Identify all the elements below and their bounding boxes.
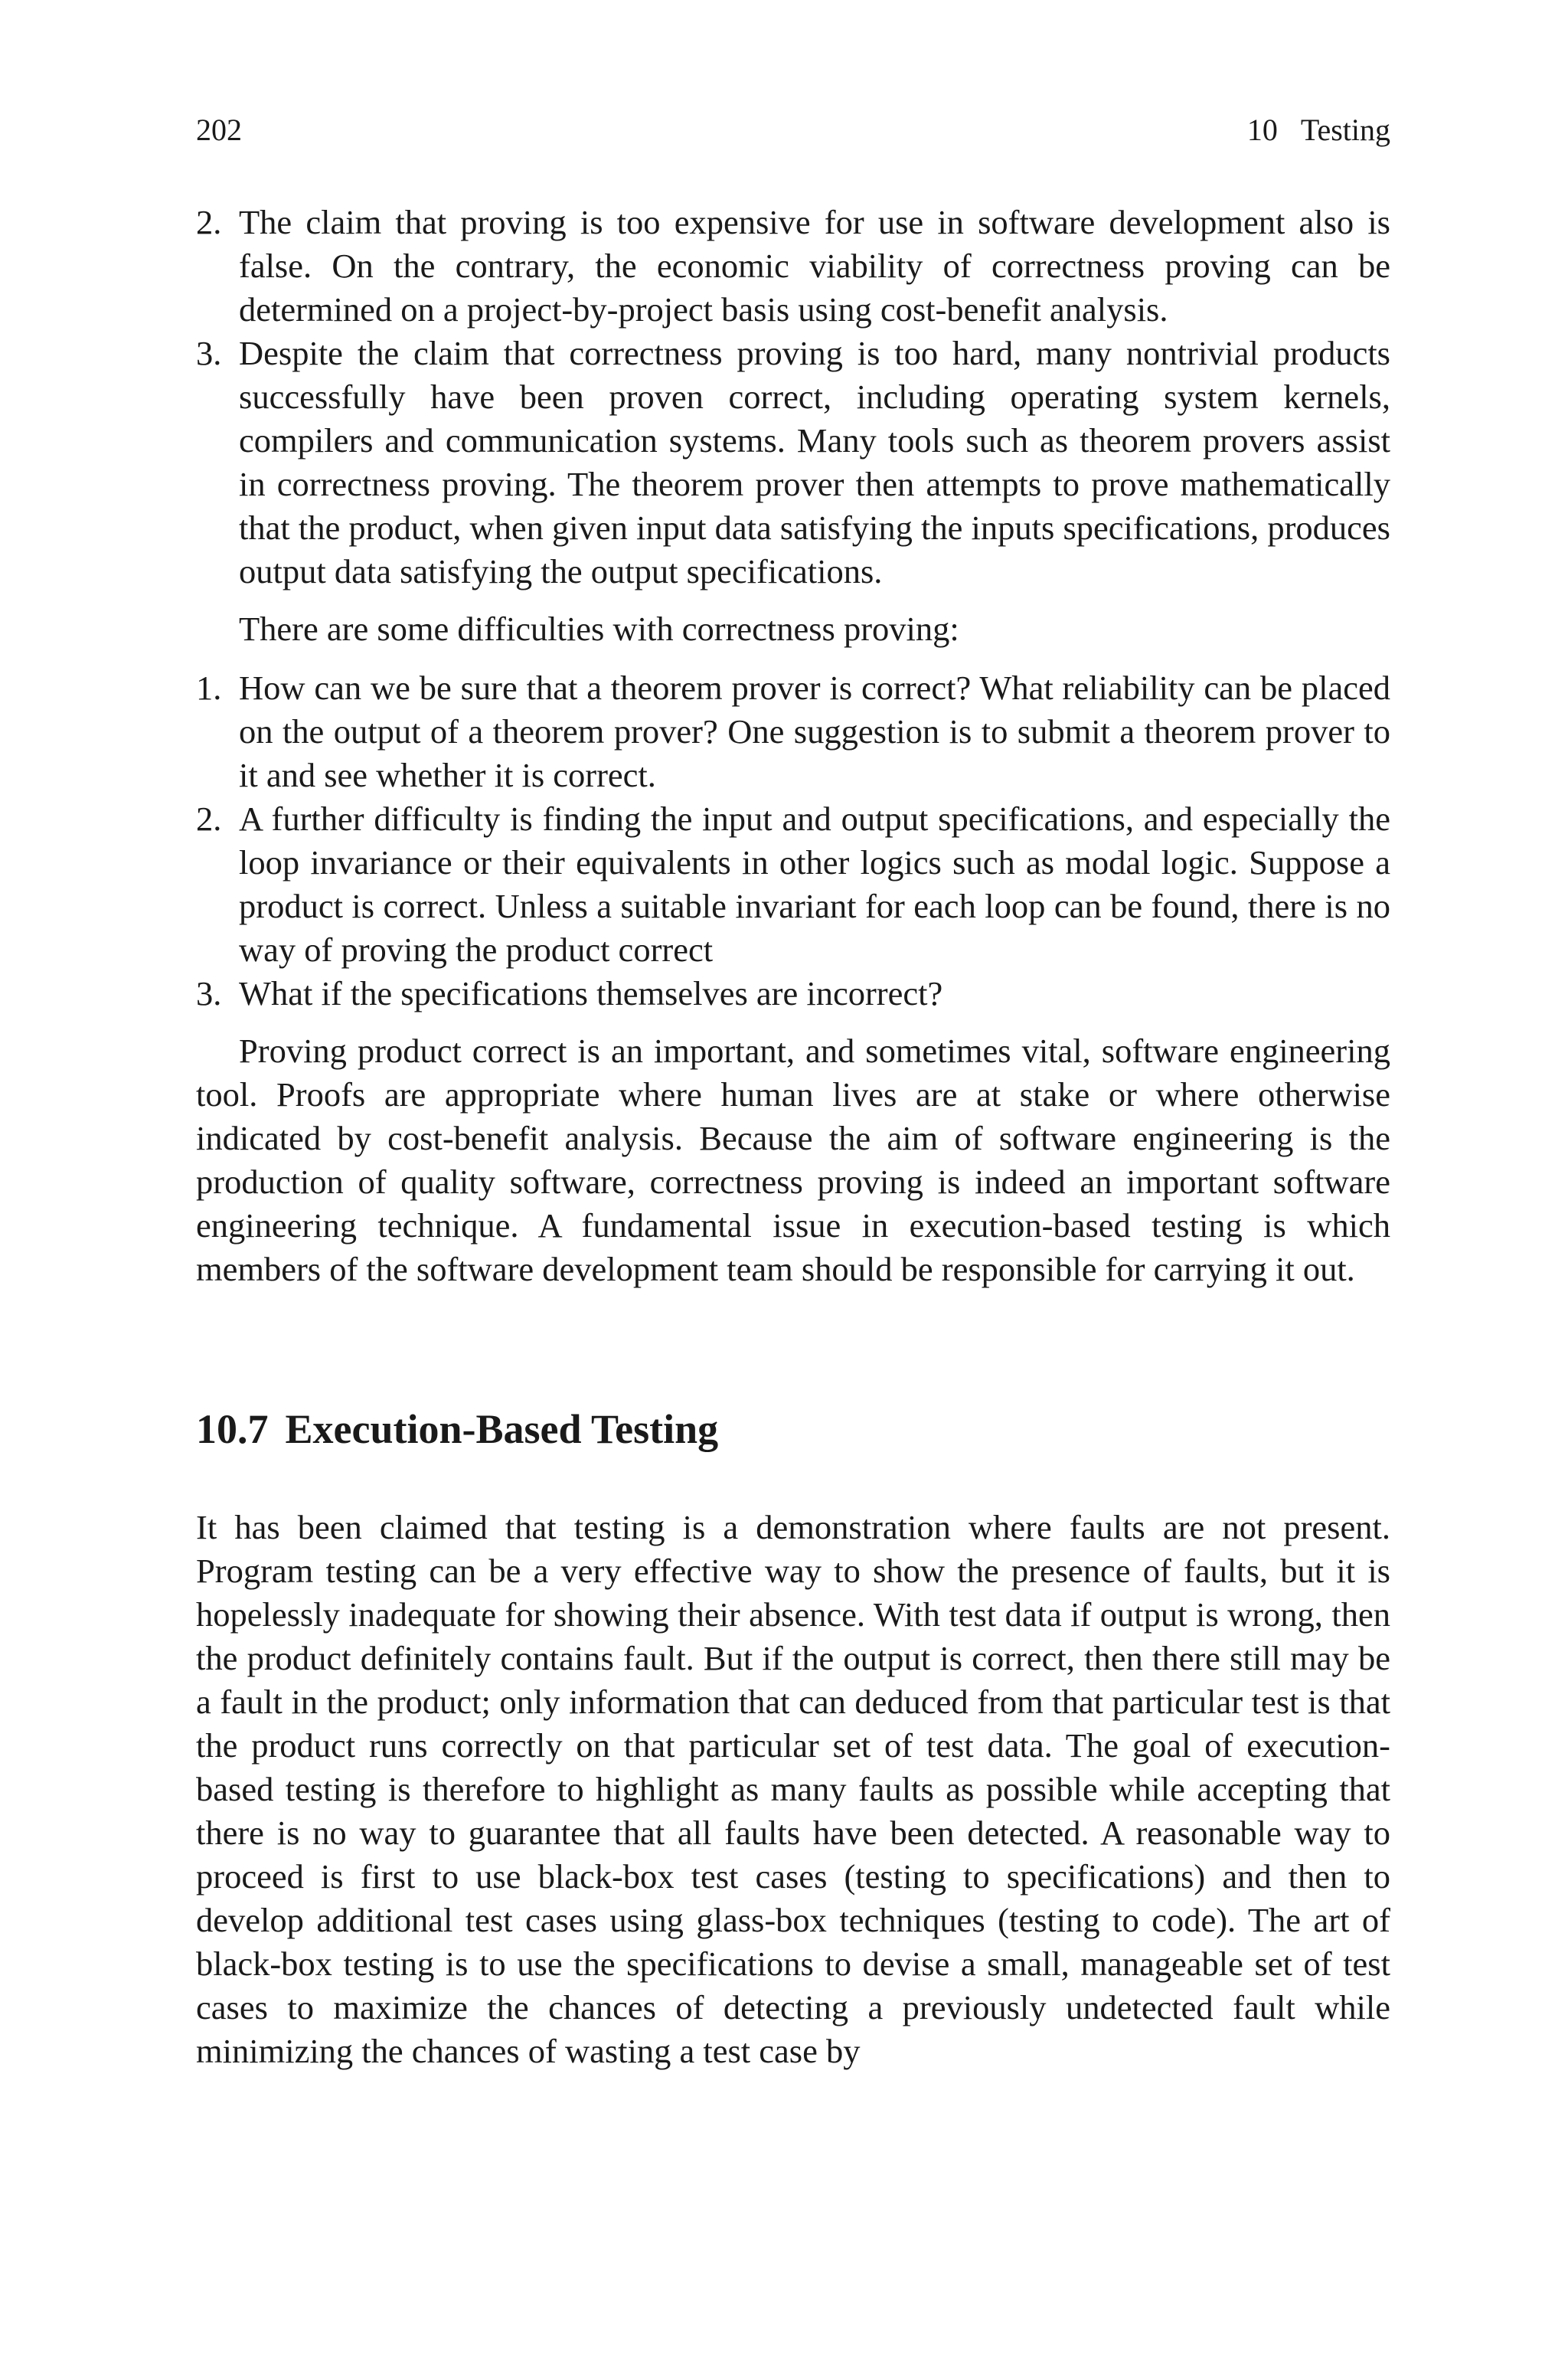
list-item xyxy=(196,797,1390,972)
difficulties-intro: There are some difficulties with correctness proving: xyxy=(239,610,959,648)
book-page xyxy=(196,115,1390,2073)
list-item xyxy=(196,332,1390,594)
list-item xyxy=(196,666,1390,797)
body-text xyxy=(196,201,1390,2073)
list-item-text: The claim that proving is too expensive for use in software development also is false. On the contrary, the economic viability of correctness proving can be determined on a project-by-project basis using cost-benefit analysis. xyxy=(239,203,1390,329)
list-item xyxy=(196,201,1390,332)
section-paragraph: It has been claimed that testing is a demonstration where faults are not present. Program testing can be a very effective way to show the presence of faults, but it is hopelessly inadequate for showing their absence. With test data if output is wrong, then the product definitely contains fault. But if the output is correct, then there still may be a fault in the product; only information that can deduced from that particular test is that the product runs correctly on that particular set of test data. The goal of execution-based testing is therefore to highlight as many faults as possible while accepting that there is no way to guarantee that all faults have been detected. A reasonable way to proceed is first to use black-box test cases (testing to specifications) and then to develop additional test cases using glass-box techniques (testing to code). The art of black-box testing is to use the specifications to devise a small, manageable set of test cases to maximize the chances of detecting a previously undetected fault while minimizing the chances of wasting a test case by xyxy=(196,1508,1390,2070)
list-item-text: How can we be sure that a theorem prover is correct? What reliability can be placed on the output of a theorem prover? One suggestion is to submit a theorem prover to it and see whether it is correct. xyxy=(239,669,1390,794)
list-item-number: 2. xyxy=(196,203,222,241)
list-item-text: A further difficulty is finding the input and output specifications, and especially the loop invariance or their equivalents in other logics such as modal logic. Suppose a product is correct. Unless a suitable invariant for each loop can be found, there is no way of proving the product correct xyxy=(239,800,1390,969)
list-item-text: Despite the claim that correctness proving is too hard, many nontrivial products successfully have been proven correct, including operating system kernels, compilers and communication systems. Many tools such as theorem provers assist in correctness proving. The theorem prover then attempts to prove mathematically that the product, when given input data satisfying the inputs specifications, produces output data satisfying the output specifications. xyxy=(239,334,1391,590)
list-item xyxy=(196,972,1390,1016)
chapter-heading xyxy=(1247,115,1390,146)
list-item-number: 2. xyxy=(196,800,222,838)
list-item-number: 3. xyxy=(196,334,222,372)
difficulties-list xyxy=(196,666,1390,1016)
section-heading xyxy=(196,1406,1390,1452)
chapter-title: Testing xyxy=(1300,113,1390,147)
running-head xyxy=(196,115,1390,146)
section-title: Execution-Based Testing xyxy=(285,1406,719,1452)
claims-list xyxy=(196,201,1390,594)
section-number: 10.7 xyxy=(196,1406,269,1452)
conclusion-paragraph: Proving product correct is an important, and sometimes vital, software engineering tool. Proofs are appropriate where human lives are at stake or where otherwise indicated by cost-benefit analysis. Because the aim of software engineering is the production of quality software, correctness proving is indeed an important software engineering technique. A fundamental issue in execution-based testing is which members of the software development team should be responsible for carrying it out. xyxy=(196,1032,1390,1288)
list-item-number: 1. xyxy=(196,669,222,707)
list-item-number: 3. xyxy=(196,974,222,1012)
page-number: 202 xyxy=(196,113,242,147)
list-item-text: What if the specifications themselves are incorrect? xyxy=(239,974,943,1012)
chapter-number: 10 xyxy=(1246,113,1278,147)
